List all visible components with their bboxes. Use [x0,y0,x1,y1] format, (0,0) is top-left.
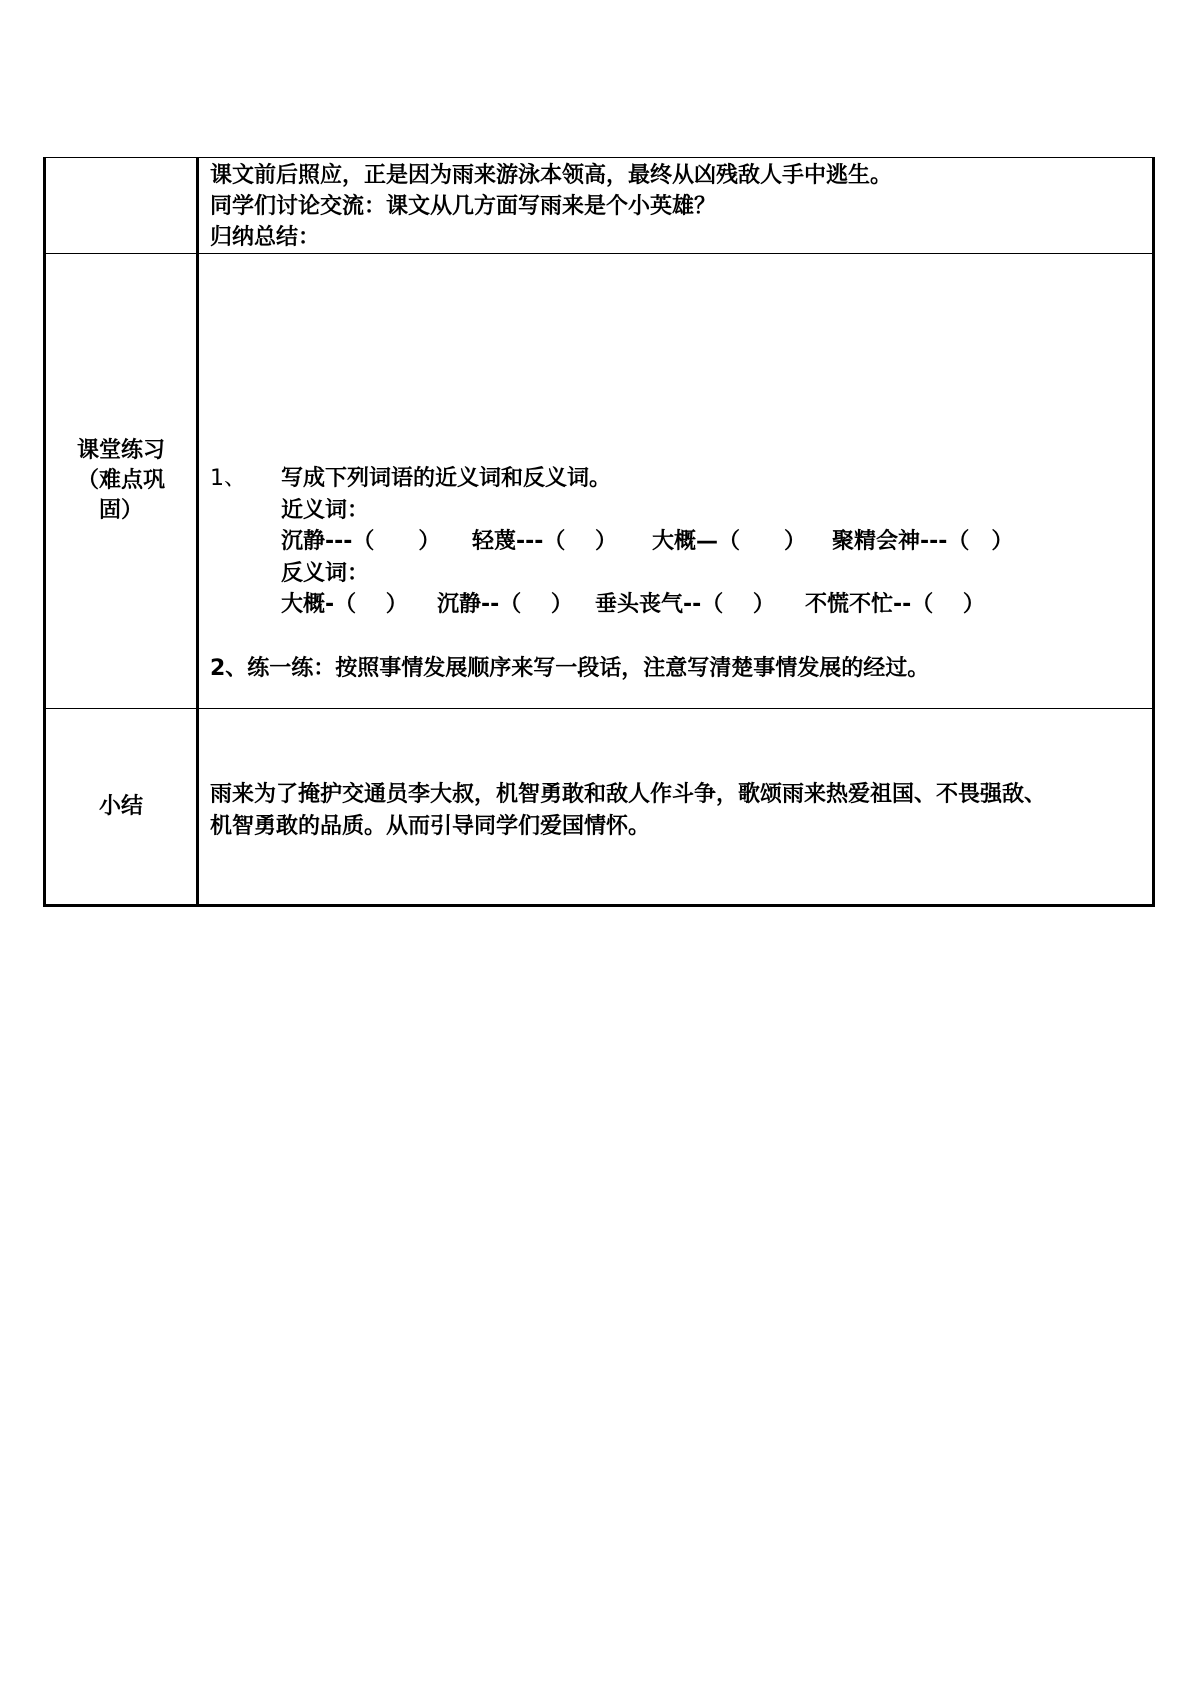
text-line: 同学们讨论交流：课文从几方面写雨来是个小英雄？ [210,194,717,219]
table-row [45,709,1154,906]
row-content-cell [198,158,1154,254]
row-label [46,436,196,526]
question-text: 2、练一练：按照事情发展顺序来写一段话，注意写清楚事情发展的经过。 [210,656,930,681]
row-label: 小结 [98,793,143,819]
text-line: 归纳总结： [210,225,321,250]
row-label-cell [45,158,198,254]
synonym-item: 大概—（ ） [652,529,807,554]
text-line: 课文前后照应，正是因为雨来游泳本领高，最终从凶残敌人手中逃生。 [210,163,893,188]
label-line: 固） [98,498,143,523]
synonym-item: 沉静---（ ） [281,529,441,554]
synonyms-label: 近义词： [281,498,370,523]
antonym-item: 大概-（ ） [281,592,408,617]
row-content-cell [198,709,1154,906]
question-number: 1、 [210,466,246,491]
table-row [45,158,1154,254]
row-label-cell [45,709,198,906]
text-line: 雨来为了掩护交通员李大叔，机智勇敢和敌人作斗争，歌颂雨来热爱祖国、不畏强敌、 [210,782,1047,807]
row-content-cell [198,254,1154,709]
antonym-item: 垂头丧气--（ ） [595,592,775,617]
label-line: （难点巩 [76,468,165,493]
text-line: 机智勇敢的品质。从而引导同学们爱国情怀。 [210,814,651,839]
antonyms-label: 反义词： [281,561,370,586]
table-row [45,254,1154,709]
lesson-plan-table [43,157,1155,907]
question-text: 写成下列词语的近义词和反义词。 [281,466,612,491]
synonym-item: 聚精会神---（ ） [832,529,1014,554]
antonym-item: 不慌不忙--（ ） [805,592,985,617]
row-label-cell [45,254,198,709]
label-line: 课堂练习 [76,438,165,463]
synonym-item: 轻蔑---（ ） [472,529,618,554]
antonym-item: 沉静--（ ） [437,592,573,617]
